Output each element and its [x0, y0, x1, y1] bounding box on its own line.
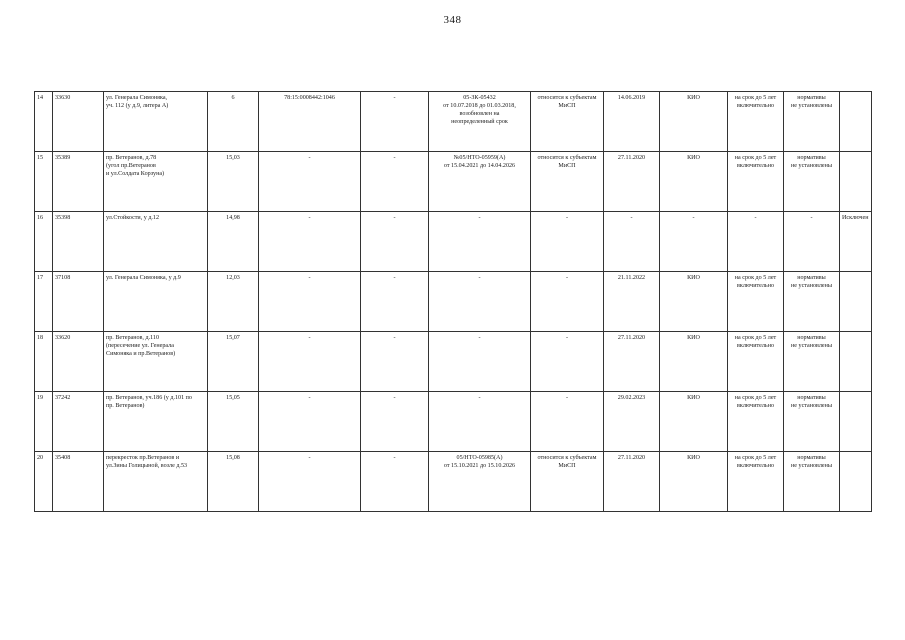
cell-object-id: 35408	[53, 452, 104, 512]
cell-msp-relation: относится к субъектам МиСП	[531, 452, 604, 512]
cell-norms: нормативы не установлены	[784, 332, 840, 392]
cell-area: 15,03	[208, 152, 259, 212]
cell-authority: КИО	[660, 92, 728, 152]
cell-cadastral-number: -	[259, 212, 361, 272]
cell-object-id: 35389	[53, 152, 104, 212]
cell-term: на срок до 5 лет включительно	[728, 152, 784, 212]
table-row	[35, 92, 872, 152]
cell-address: ул. Генерала Симоняка, уч. 112 (у д.9, литера А)	[104, 92, 208, 152]
cell-row-number: 14	[35, 92, 53, 152]
cell-address: пр. Ветеранов, д.110 (пересечение ул. Генерала Симоняка и пр.Ветеранов)	[104, 332, 208, 392]
table-row	[35, 152, 872, 212]
cell-authority: КИО	[660, 272, 728, 332]
cell-cadastral-number: -	[259, 152, 361, 212]
cell-authority: КИО	[660, 452, 728, 512]
cell-address: ул. Генерала Симоняка, у д.9	[104, 272, 208, 332]
cell-cadastral-number: 78:15:0008442:1046	[259, 92, 361, 152]
cell-row-number: 16	[35, 212, 53, 272]
table-row	[35, 212, 872, 272]
cell-date: 27.11.2020	[604, 332, 660, 392]
cell-msp-relation: относится к субъектам МиСП	[531, 92, 604, 152]
cell-norms: -	[784, 212, 840, 272]
cell-permit: 05-ЗК-05432 от 10.07.2018 до 01.03.2018, возобновлен на неопределенный срок	[429, 92, 531, 152]
cell-address: ул.Стойкости, у д.12	[104, 212, 208, 272]
cell-note	[840, 332, 872, 392]
cell-area: 6	[208, 92, 259, 152]
cell-column-5: -	[361, 452, 429, 512]
cell-term: на срок до 5 лет включительно	[728, 392, 784, 452]
cell-note	[840, 272, 872, 332]
cell-column-5: -	[361, 152, 429, 212]
cell-row-number: 17	[35, 272, 53, 332]
cell-norms: нормативы не установлены	[784, 152, 840, 212]
cell-norms: нормативы не установлены	[784, 92, 840, 152]
cell-cadastral-number: -	[259, 452, 361, 512]
cell-object-id: 37242	[53, 392, 104, 452]
cell-area: 12,03	[208, 272, 259, 332]
cell-row-number: 20	[35, 452, 53, 512]
cell-msp-relation: относится к субъектам МиСП	[531, 152, 604, 212]
cell-date: 21.11.2022	[604, 272, 660, 332]
table-row	[35, 452, 872, 512]
cell-address: пр. Ветеранов, д.78 (угол пр.Ветеранов и ул.Солдата Корзуна)	[104, 152, 208, 212]
cell-row-number: 19	[35, 392, 53, 452]
cell-term: на срок до 5 лет включительно	[728, 332, 784, 392]
cell-note	[840, 392, 872, 452]
cell-authority: КИО	[660, 152, 728, 212]
cell-permit: №05/НТО-05959(А) от 15.04.2021 до 14.04.2026	[429, 152, 531, 212]
page-number: 348	[443, 14, 462, 26]
cell-column-5: -	[361, 392, 429, 452]
cell-area: 15,07	[208, 332, 259, 392]
cell-note	[840, 92, 872, 152]
cell-term: на срок до 5 лет включительно	[728, 452, 784, 512]
cell-permit: -	[429, 392, 531, 452]
cell-authority: КИО	[660, 332, 728, 392]
cell-column-5: -	[361, 272, 429, 332]
cell-area: 14,98	[208, 212, 259, 272]
cell-authority: КИО	[660, 392, 728, 452]
cell-note	[840, 152, 872, 212]
cell-object-id: 33630	[53, 92, 104, 152]
cell-cadastral-number: -	[259, 392, 361, 452]
cell-cadastral-number: -	[259, 332, 361, 392]
cell-area: 15,08	[208, 452, 259, 512]
cell-msp-relation: -	[531, 272, 604, 332]
cell-permit: -	[429, 272, 531, 332]
register-table	[34, 91, 872, 512]
cell-date: 14.06.2019	[604, 92, 660, 152]
cell-object-id: 37108	[53, 272, 104, 332]
cell-msp-relation: -	[531, 392, 604, 452]
cell-msp-relation: -	[531, 212, 604, 272]
cell-address: перекресток пр.Ветеранов и ул.Зины Голицыной, возле д.53	[104, 452, 208, 512]
table-row	[35, 392, 872, 452]
cell-date: 29.02.2023	[604, 392, 660, 452]
table-row	[35, 272, 872, 332]
cell-date: 27.11.2020	[604, 152, 660, 212]
cell-column-5: -	[361, 212, 429, 272]
cell-column-5: -	[361, 332, 429, 392]
cell-norms: нормативы не установлены	[784, 452, 840, 512]
cell-norms: нормативы не установлены	[784, 272, 840, 332]
cell-norms: нормативы не установлены	[784, 392, 840, 452]
cell-object-id: 35398	[53, 212, 104, 272]
cell-date: 27.11.2020	[604, 452, 660, 512]
cell-permit: -	[429, 212, 531, 272]
cell-column-5: -	[361, 92, 429, 152]
cell-cadastral-number: -	[259, 272, 361, 332]
cell-area: 15,05	[208, 392, 259, 452]
cell-row-number: 15	[35, 152, 53, 212]
cell-permit: 05/НТО-05985(А) от 15.10.2021 до 15.10.2026	[429, 452, 531, 512]
cell-msp-relation: -	[531, 332, 604, 392]
cell-term: на срок до 5 лет включительно	[728, 272, 784, 332]
cell-note	[840, 452, 872, 512]
cell-term: -	[728, 212, 784, 272]
table-row	[35, 332, 872, 392]
cell-authority: -	[660, 212, 728, 272]
cell-term: на срок до 5 лет включительно	[728, 92, 784, 152]
cell-permit: -	[429, 332, 531, 392]
cell-address: пр. Ветеранов, уч.186 (у д.101 по пр. Ветеранов)	[104, 392, 208, 452]
cell-row-number: 18	[35, 332, 53, 392]
cell-note: Исключен	[840, 212, 872, 272]
cell-date: -	[604, 212, 660, 272]
cell-object-id: 33620	[53, 332, 104, 392]
